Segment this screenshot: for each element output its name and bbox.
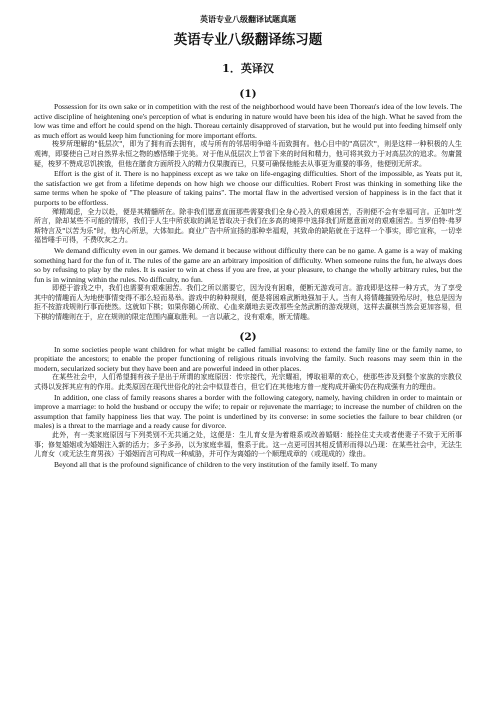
chinese-paragraph: 殚精竭虑，全力以赴，便是其精髓所在。除非我们愿意直面那些需要我们全身心投入的艰难困苦，否则便不会有幸福可言。正如叶芝所言，除却某些不可能的情形，我们于人生中所获取的满足皆取决于我们在多高的境界中选择我们所愿意面对的艰难困苦。当罗伯特·弗罗斯特言及"以苦为乐"时，他内心所思，大体如此。商业广告中所宣扬的那种幸福观，其致命的缺陷就在于这样一个事实，即它宣称，一切幸福皆唾手可得，不费吹灰之力。 xyxy=(34,207,462,245)
english-paragraph: In some societies people want children for what might be called familial reasons: to extend the family line or the family name, to propitiate the ancestors; to enable the proper functioning of religious rituals involving the family. Such reasons may seem thin in the modern, secularized society but they have been and are powerful indeed in other places. xyxy=(34,344,462,373)
translation-parts xyxy=(34,88,462,469)
running-header: 英语专业八级翻译试题真题 xyxy=(200,14,296,24)
english-paragraph: Possession for its own sake or in competition with the rest of the neighborhood would have been Thoreau's idea of the low levels. The active discipline of heightening one's perception of what is enduring in nature would have been his idea of the high. What he saved from the low was time and effort he could spend on the high. Thoreau certainly disapproved of starvation, but he would put into feeding himself only as much effort as would keep him functioning for more important efforts. xyxy=(34,102,462,140)
chinese-paragraph: 在某些社会中，人们希望拥有孩子是出于所谓的家庭原因：传宗接代，光宗耀祖，博取祖辈的欢心，使那些涉及到整个家族的宗教仪式得以发挥其应有的作用。此类原因在现代世俗化的社会中似显苍白，但它们在其他地方曾一度构成并确实仍在构成强有力的理由。 xyxy=(34,373,462,392)
part-number: (2) xyxy=(239,330,257,343)
english-paragraph: Effort is the gist of it. There is no happiness except as we take on life-engaging difficulties. Short of the impossible, as Yeats put it, the satisfaction we get from a lifetime depends on how high we choose our difficulties. Robert Frost was thinking in something like the same terms when he spoke of "The pleasure of taking pains". The mortal flaw in the advertised version of happiness is in the fact that it purports to be effortless. xyxy=(34,169,462,207)
chinese-paragraph: 梭罗所理解的"低层次"，即为了拥有而去拥有，或与所有的邻居明争暗斗而致拥有。他心目中的"高层次"，则是这样一种积极的人生观裨，即要使自己对自然界永恒之物的感悟臻于完美。对于他从低层次上节省下来的时间和精力，他可将其致力于对高层次的追求。勿庸置疑，梭罗不赞成忍饥挨饿，但他在膳食方面所投入的精力仅果腹而已，只要可确保他能去从事更为重要的事务，他便别无所求。 xyxy=(34,140,462,168)
part-number: (1) xyxy=(239,88,257,100)
english-paragraph: In addition, one class of family reasons shares a border with the following category, namely, having children in order to maintain or improve a marriage: to hold the husband or occupy the wife; to repair or rejuvenate the marriage; to increase the number of children on the assumption that family happiness lies that way. The point is underlined by its converse: in some societies the failure to bear children (or males) is a threat to the marriage and a ready cause for divorce. xyxy=(34,392,462,431)
section-title: 1．英译汉 xyxy=(222,62,274,75)
english-paragraph: Beyond all that is the profound significance of children to the very institution of the family itself. To many xyxy=(54,459,378,469)
page-title: 英语专业八级翻译练习题 xyxy=(173,32,323,48)
chinese-paragraph: 即便于游戏之中，我们也需要有艰难困苦。我们之所以需要它，因为没有困难，便断无游戏可言。游戏即是这样一种方式，为了享受其中的情趣而人为地使事情变得不那么轻而易举。游戏中的种种规则，便是将困难武断地强加于人。当有人将情趣摧毁殆尽时，他总是因为拒不按游戏规则行事而使然。这就如下棋；如果你随心所欲、心血来潮地去更改那些全然武断的游戏规则，这样去赢棋当然会更加容易，但下棋的情趣则在于，应在规则的限定范围内赢取胜利。一言以蔽之，没有艰难，断无情趣。 xyxy=(34,284,462,322)
chinese-paragraph: 此外，有一类家庭原因与下列类别不无共通之处，这便是：生儿育女是为着维系或改善婚姻：能拴住丈夫或者使妻子不致于无所事事；修复婚姻或为婚姻注入新的活力；多子多孙，以为家庭幸福，惟系于此。这一点更可因其相反情形而得以凸现：在某些社会中，无法生儿育女（或无法生育男孩）于婚姻而言可构成一种威胁，并可作为离婚的一个顺理成章的（或现成的）缘由。 xyxy=(34,431,462,459)
english-paragraph: We demand difficulty even in our games. We demand it because without difficulty there can be no game. A game is a way of making something hard for the fun of it. The rules of the game are an arbitrary imposition of difficulty. When someone ruins the fun, he always does so by refusing to play by the rules. It is easier to win at chess if you are free, at your pleasure, to change the wholly arbitrary rules, but the fun is in winning within the rules. No difficulty, no fun. xyxy=(34,245,462,284)
